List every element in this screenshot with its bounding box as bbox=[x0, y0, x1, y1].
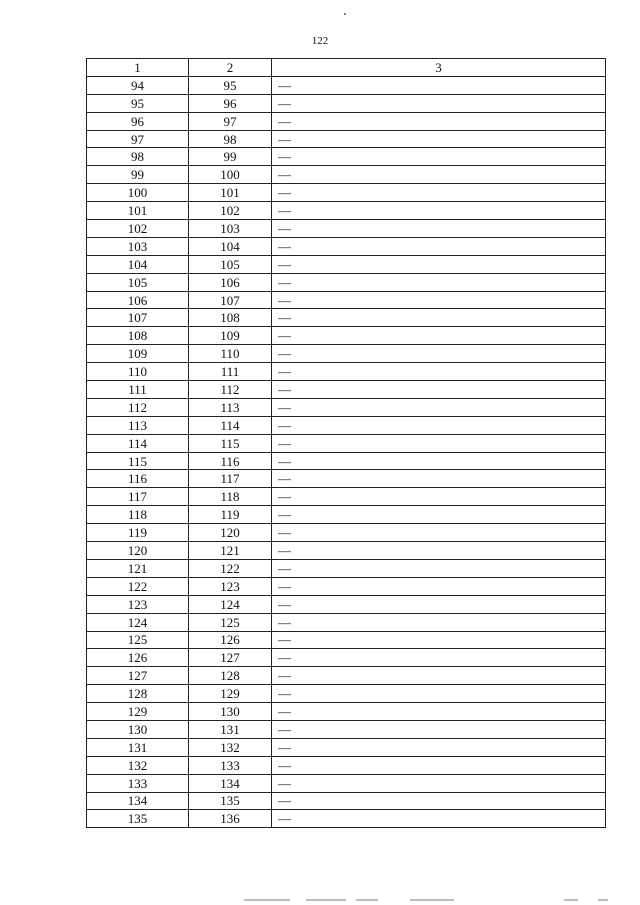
table-cell-col-3: — bbox=[272, 76, 606, 94]
table-cell-col-2: 128 bbox=[189, 667, 272, 685]
table-cell-col-2: 129 bbox=[189, 685, 272, 703]
table-row bbox=[87, 76, 606, 94]
table-cell-col-1: 119 bbox=[87, 524, 189, 542]
table-row bbox=[87, 327, 606, 345]
table-cell-col-2: 116 bbox=[189, 452, 272, 470]
table-cell-col-2: 115 bbox=[189, 434, 272, 452]
table-cell-col-2: 132 bbox=[189, 738, 272, 756]
table-row bbox=[87, 452, 606, 470]
table-cell-col-3: — bbox=[272, 667, 606, 685]
table-cell-col-3: — bbox=[272, 381, 606, 399]
table-cell-col-3: — bbox=[272, 184, 606, 202]
table-cell-col-1: 96 bbox=[87, 112, 189, 130]
table-cell-col-1: 108 bbox=[87, 327, 189, 345]
table-cell-col-2: 119 bbox=[189, 506, 272, 524]
data-table bbox=[86, 58, 606, 828]
table-cell-col-2: 124 bbox=[189, 595, 272, 613]
table-row bbox=[87, 434, 606, 452]
table-cell-col-3: — bbox=[272, 631, 606, 649]
table-row bbox=[87, 488, 606, 506]
table-cell-col-1: 115 bbox=[87, 452, 189, 470]
table-cell-col-2: 110 bbox=[189, 345, 272, 363]
table-cell-col-2: 107 bbox=[189, 291, 272, 309]
table-row bbox=[87, 595, 606, 613]
table-row bbox=[87, 363, 606, 381]
column-header-1: 1 bbox=[87, 59, 189, 77]
table-cell-col-2: 112 bbox=[189, 381, 272, 399]
table-cell-col-1: 126 bbox=[87, 649, 189, 667]
table-cell-col-1: 124 bbox=[87, 613, 189, 631]
table-row bbox=[87, 542, 606, 560]
table-row bbox=[87, 720, 606, 738]
scan-speck bbox=[344, 13, 346, 15]
table-cell-col-2: 104 bbox=[189, 237, 272, 255]
table-cell-col-3: — bbox=[272, 345, 606, 363]
table-body bbox=[87, 76, 606, 827]
table-row bbox=[87, 756, 606, 774]
table-cell-col-3: — bbox=[272, 685, 606, 703]
table-cell-col-3: — bbox=[272, 94, 606, 112]
table-cell-col-1: 102 bbox=[87, 220, 189, 238]
table-row bbox=[87, 130, 606, 148]
table-cell-col-1: 94 bbox=[87, 76, 189, 94]
table-cell-col-3: — bbox=[272, 327, 606, 345]
table-row bbox=[87, 524, 606, 542]
table-cell-col-1: 104 bbox=[87, 255, 189, 273]
table-cell-col-1: 98 bbox=[87, 148, 189, 166]
table-cell-col-3: — bbox=[272, 756, 606, 774]
table-cell-col-3: — bbox=[272, 416, 606, 434]
table-cell-col-1: 112 bbox=[87, 398, 189, 416]
table-cell-col-1: 133 bbox=[87, 774, 189, 792]
table-cell-col-3: — bbox=[272, 452, 606, 470]
page-number: 122 bbox=[311, 35, 329, 47]
table-cell-col-2: 113 bbox=[189, 398, 272, 416]
table-cell-col-2: 105 bbox=[189, 255, 272, 273]
table-cell-col-2: 131 bbox=[189, 720, 272, 738]
table-cell-col-1: 111 bbox=[87, 381, 189, 399]
table-cell-col-3: — bbox=[272, 703, 606, 721]
table-cell-col-3: — bbox=[272, 559, 606, 577]
table-row bbox=[87, 792, 606, 810]
table-cell-col-2: 134 bbox=[189, 774, 272, 792]
table-cell-col-3: — bbox=[272, 792, 606, 810]
table-row bbox=[87, 613, 606, 631]
table-cell-col-2: 123 bbox=[189, 577, 272, 595]
table-cell-col-3: — bbox=[272, 506, 606, 524]
table-row bbox=[87, 291, 606, 309]
table-cell-col-3: — bbox=[272, 130, 606, 148]
table-cell-col-2: 103 bbox=[189, 220, 272, 238]
table-row bbox=[87, 112, 606, 130]
table-cell-col-1: 107 bbox=[87, 309, 189, 327]
table-cell-col-2: 97 bbox=[189, 112, 272, 130]
table-row bbox=[87, 184, 606, 202]
table-row bbox=[87, 309, 606, 327]
table-cell-col-2: 127 bbox=[189, 649, 272, 667]
table-row bbox=[87, 166, 606, 184]
table-cell-col-3: — bbox=[272, 613, 606, 631]
table-cell-col-3: — bbox=[272, 649, 606, 667]
table-cell-col-1: 99 bbox=[87, 166, 189, 184]
table-cell-col-1: 129 bbox=[87, 703, 189, 721]
table-cell-col-3: — bbox=[272, 220, 606, 238]
table-cell-col-3: — bbox=[272, 434, 606, 452]
table-row bbox=[87, 738, 606, 756]
table-cell-col-1: 113 bbox=[87, 416, 189, 434]
table-cell-col-3: — bbox=[272, 309, 606, 327]
table-cell-col-3: — bbox=[272, 810, 606, 828]
table-cell-col-2: 108 bbox=[189, 309, 272, 327]
table-cell-col-2: 135 bbox=[189, 792, 272, 810]
table-cell-col-3: — bbox=[272, 363, 606, 381]
table-row bbox=[87, 506, 606, 524]
table-cell-col-2: 130 bbox=[189, 703, 272, 721]
table-cell-col-3: — bbox=[272, 273, 606, 291]
table-cell-col-3: — bbox=[272, 166, 606, 184]
table-row bbox=[87, 649, 606, 667]
table-cell-col-2: 114 bbox=[189, 416, 272, 434]
table-cell-col-2: 111 bbox=[189, 363, 272, 381]
table-cell-col-3: — bbox=[272, 237, 606, 255]
table-cell-col-1: 135 bbox=[87, 810, 189, 828]
table-cell-col-3: — bbox=[272, 112, 606, 130]
table-row bbox=[87, 667, 606, 685]
table-cell-col-1: 128 bbox=[87, 685, 189, 703]
table-cell-col-2: 117 bbox=[189, 470, 272, 488]
table-row bbox=[87, 810, 606, 828]
table-row bbox=[87, 202, 606, 220]
table-cell-col-1: 100 bbox=[87, 184, 189, 202]
table-row bbox=[87, 148, 606, 166]
table-row bbox=[87, 220, 606, 238]
table-cell-col-1: 122 bbox=[87, 577, 189, 595]
table-cell-col-3: — bbox=[272, 488, 606, 506]
table-cell-col-1: 101 bbox=[87, 202, 189, 220]
table-row bbox=[87, 255, 606, 273]
table-cell-col-3: — bbox=[272, 148, 606, 166]
table-row bbox=[87, 398, 606, 416]
table-cell-col-2: 106 bbox=[189, 273, 272, 291]
table-cell-col-1: 120 bbox=[87, 542, 189, 560]
table-cell-col-1: 103 bbox=[87, 237, 189, 255]
column-header-3: 3 bbox=[272, 59, 606, 77]
table-row bbox=[87, 703, 606, 721]
table-cell-col-3: — bbox=[272, 720, 606, 738]
table-cell-col-1: 110 bbox=[87, 363, 189, 381]
table-cell-col-2: 101 bbox=[189, 184, 272, 202]
table-cell-col-2: 122 bbox=[189, 559, 272, 577]
table-cell-col-3: — bbox=[272, 738, 606, 756]
table-row bbox=[87, 237, 606, 255]
table-cell-col-1: 105 bbox=[87, 273, 189, 291]
table-cell-col-1: 106 bbox=[87, 291, 189, 309]
table-cell-col-1: 134 bbox=[87, 792, 189, 810]
table-cell-col-2: 98 bbox=[189, 130, 272, 148]
table-cell-col-2: 126 bbox=[189, 631, 272, 649]
table-cell-col-1: 127 bbox=[87, 667, 189, 685]
table-cell-col-2: 133 bbox=[189, 756, 272, 774]
table-cell-col-1: 132 bbox=[87, 756, 189, 774]
table-cell-col-1: 97 bbox=[87, 130, 189, 148]
table-cell-col-3: — bbox=[272, 595, 606, 613]
table-row bbox=[87, 559, 606, 577]
table-cell-col-1: 118 bbox=[87, 506, 189, 524]
table-header-row bbox=[87, 59, 606, 77]
table-cell-col-2: 120 bbox=[189, 524, 272, 542]
table-row bbox=[87, 273, 606, 291]
table-cell-col-3: — bbox=[272, 291, 606, 309]
table-cell-col-3: — bbox=[272, 577, 606, 595]
table-row bbox=[87, 94, 606, 112]
table-cell-col-1: 117 bbox=[87, 488, 189, 506]
table-cell-col-3: — bbox=[272, 398, 606, 416]
table-cell-col-1: 123 bbox=[87, 595, 189, 613]
table-cell-col-1: 131 bbox=[87, 738, 189, 756]
table-row bbox=[87, 774, 606, 792]
table-row bbox=[87, 685, 606, 703]
table-cell-col-3: — bbox=[272, 524, 606, 542]
table-cell-col-2: 125 bbox=[189, 613, 272, 631]
table-row bbox=[87, 577, 606, 595]
table-row bbox=[87, 631, 606, 649]
table-cell-col-1: 130 bbox=[87, 720, 189, 738]
table-cell-col-1: 116 bbox=[87, 470, 189, 488]
table-row bbox=[87, 470, 606, 488]
table-cell-col-2: 102 bbox=[189, 202, 272, 220]
table-cell-col-2: 121 bbox=[189, 542, 272, 560]
table-cell-col-2: 100 bbox=[189, 166, 272, 184]
table-cell-col-1: 125 bbox=[87, 631, 189, 649]
page-edge-marks bbox=[0, 895, 640, 905]
table-cell-col-2: 96 bbox=[189, 94, 272, 112]
table-row bbox=[87, 381, 606, 399]
table-row bbox=[87, 416, 606, 434]
table-cell-col-2: 136 bbox=[189, 810, 272, 828]
table-cell-col-3: — bbox=[272, 542, 606, 560]
table-cell-col-3: — bbox=[272, 202, 606, 220]
table-cell-col-2: 109 bbox=[189, 327, 272, 345]
column-header-2: 2 bbox=[189, 59, 272, 77]
table-cell-col-1: 95 bbox=[87, 94, 189, 112]
table-cell-col-3: — bbox=[272, 470, 606, 488]
table-cell-col-1: 114 bbox=[87, 434, 189, 452]
table-cell-col-1: 121 bbox=[87, 559, 189, 577]
table-cell-col-1: 109 bbox=[87, 345, 189, 363]
table-cell-col-3: — bbox=[272, 255, 606, 273]
table-cell-col-2: 99 bbox=[189, 148, 272, 166]
table-cell-col-2: 95 bbox=[189, 76, 272, 94]
table-row bbox=[87, 345, 606, 363]
table-cell-col-2: 118 bbox=[189, 488, 272, 506]
table-cell-col-3: — bbox=[272, 774, 606, 792]
